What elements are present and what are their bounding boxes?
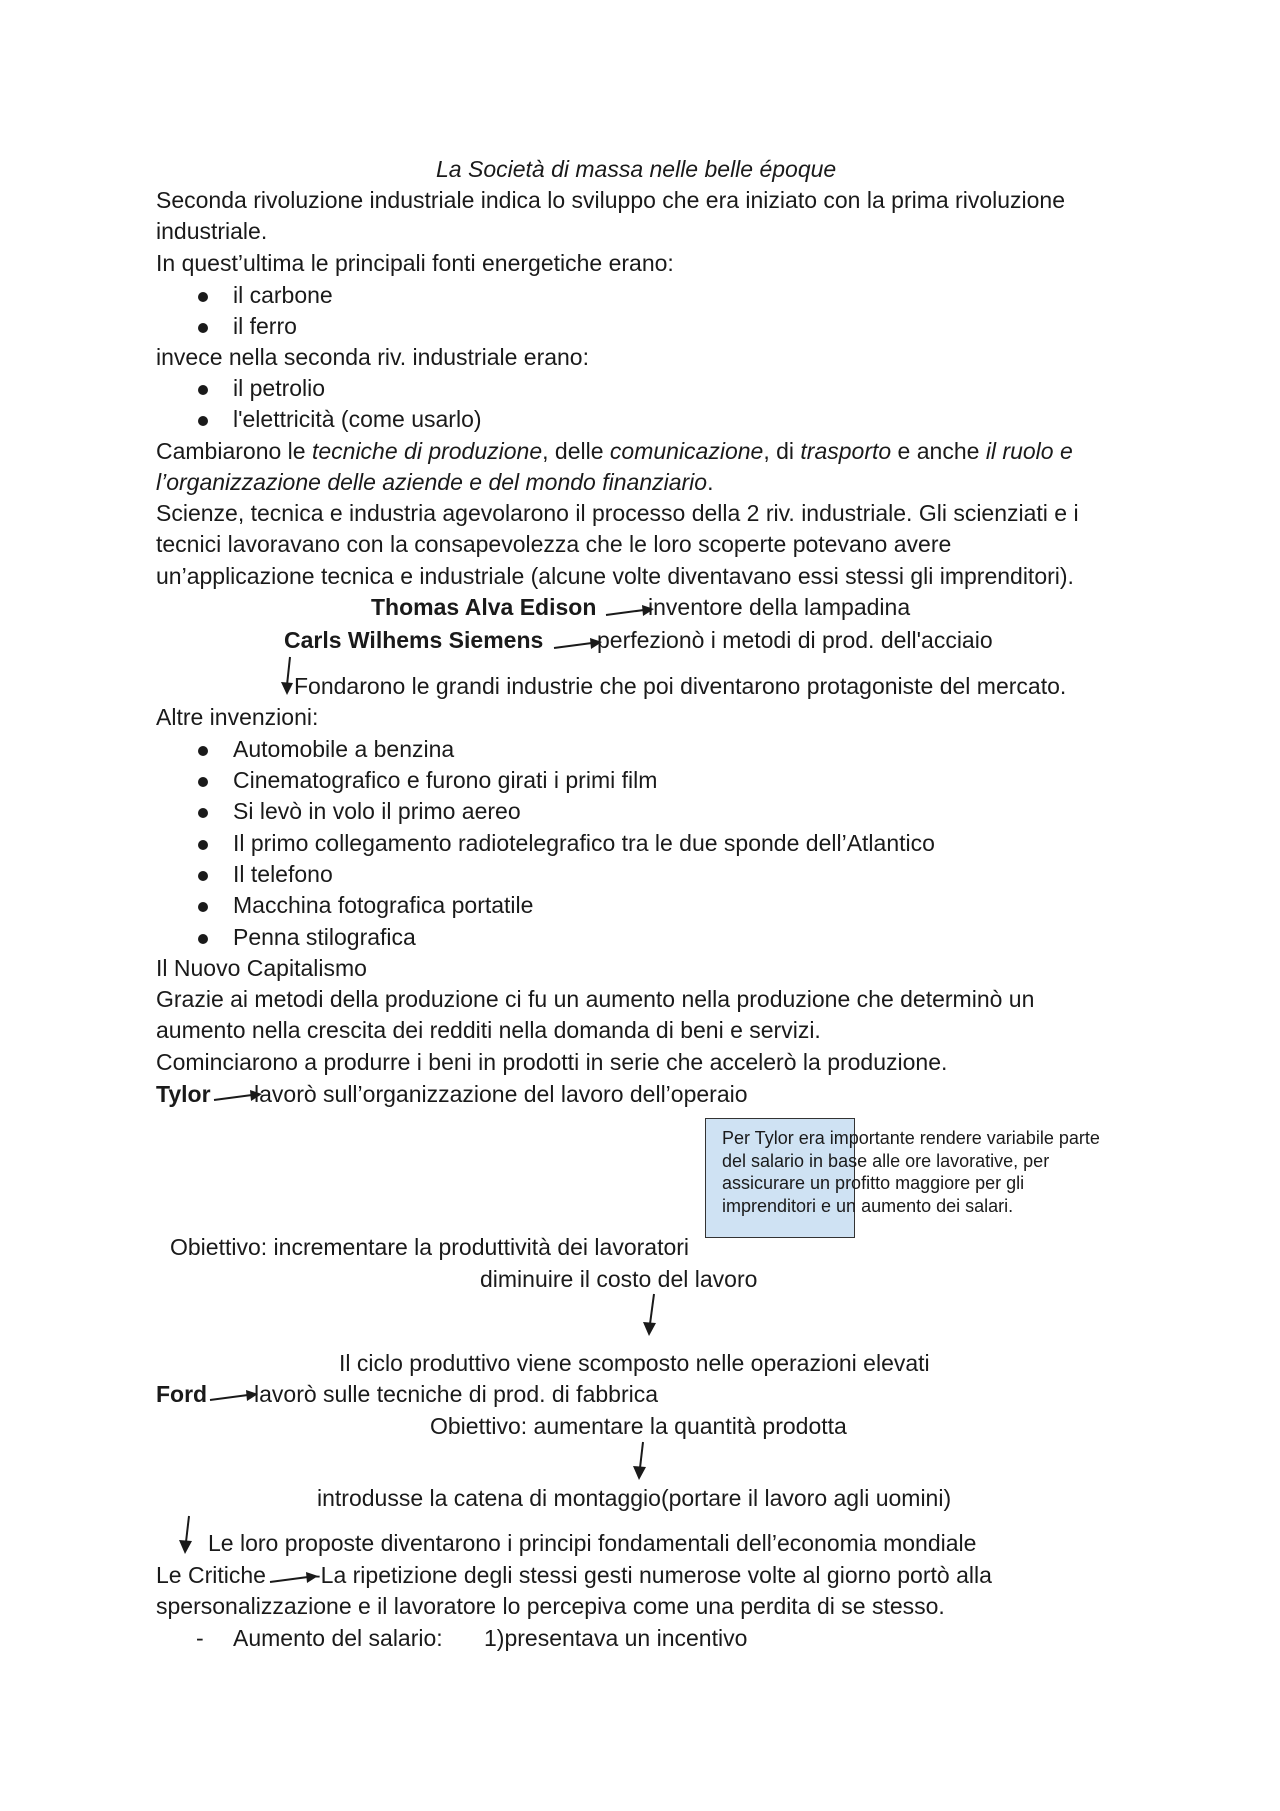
critiche-label: Le Critiche	[156, 1562, 266, 1588]
bullet	[198, 416, 208, 426]
page-title: La Società di massa nelle belle époque	[436, 156, 837, 182]
capitalism-line: Cominciarono a produrre i beni in prodotti in serie che accelerò la produzione.	[156, 1049, 948, 1075]
ford-result: introdusse la catena di montaggio(portare il lavoro agli uomini)	[317, 1485, 952, 1511]
bullet	[198, 934, 208, 944]
bullet	[198, 808, 208, 818]
tylor-result: Il ciclo produttivo viene scomposto nelle operazioni elevati	[339, 1350, 930, 1376]
bullet	[198, 840, 208, 850]
inventor-desc: inventore della lampadina	[648, 594, 911, 620]
capitalism-title: Il Nuovo Capitalismo	[156, 955, 367, 981]
inventor-name: Thomas Alva Edison	[371, 594, 597, 620]
principles-text: Le loro proposte diventarono i principi fondamentali dell’economia mondiale	[208, 1530, 977, 1556]
list-item: l'elettricità (come usarlo)	[233, 406, 482, 432]
list-item: Macchina fotografica portatile	[233, 892, 534, 918]
tylor-objective: Obiettivo: incrementare la produttività dei lavoratori	[170, 1234, 690, 1260]
ford-objective: Obiettivo: aumentare la quantità prodotta	[430, 1413, 847, 1439]
bullet	[198, 323, 208, 333]
list-item: Il primo collegamento radiotelegrafico tra le due sponde dell’Atlantico	[233, 830, 935, 856]
list-item: Penna stilografica	[233, 924, 416, 950]
list-item: il carbone	[233, 282, 333, 308]
list-item: Si levò in volo il primo aereo	[233, 798, 521, 824]
changes-line-2: l’organizzazione delle aziende e del mondo finanziario.	[156, 469, 714, 495]
other-inventions-title: Altre invenzioni:	[156, 704, 319, 730]
intro-line-3: In quest’ultima le principali fonti energetiche erano:	[156, 250, 674, 276]
list-item: il ferro	[233, 313, 297, 339]
critiche-line-1: -La ripetizione degli stessi gesti numerose volte al giorno portò alla	[313, 1562, 992, 1588]
arrow-down-icon	[176, 1514, 198, 1556]
tylor-note: Per Tylor era importante rendere variabile parte del salario in base alle ore lavorative, per assicurare un profitto maggiore per gli imprenditori e un aumento dei salari.	[722, 1128, 1100, 1216]
capitalism-line: Grazie ai metodi della produzione ci fu un aumento nella produzione che determinò un	[156, 986, 1035, 1012]
bullet	[198, 746, 208, 756]
capitalism-line: aumento nella crescita dei redditi nella domanda di beni e servizi.	[156, 1017, 821, 1043]
ford-name: Ford	[156, 1381, 208, 1407]
tylor-desc: lavorò sull’organizzazione del lavoro dell’operaio	[254, 1081, 748, 1107]
list-item: Il telefono	[233, 861, 333, 887]
arrow-right-icon	[208, 1388, 260, 1406]
inventor-name: Carls Wilhems Siemens	[284, 627, 544, 653]
bullet	[198, 292, 208, 302]
arrow-down-icon	[630, 1440, 652, 1482]
tylor-name: Tylor	[156, 1081, 211, 1107]
intro-line-2: industriale.	[156, 218, 268, 244]
bullet	[198, 385, 208, 395]
critiche-line-2: spersonalizzazione e il lavoratore lo percepiva come una perdita di se stesso.	[156, 1593, 945, 1619]
tylor-objective-2: diminuire il costo del lavoro	[480, 1266, 758, 1292]
second-intro: invece nella seconda riv. industriale erano:	[156, 344, 589, 370]
bullet	[198, 902, 208, 912]
ford-desc: lavorò sulle tecniche di prod. di fabbrica	[254, 1381, 659, 1407]
bullet	[198, 777, 208, 787]
dash-marker: -	[196, 1625, 204, 1651]
bullet	[198, 871, 208, 881]
founded-text: Fondarono le grandi industrie che poi diventarono protagoniste del mercato.	[294, 673, 1067, 699]
science-line-2: tecnici lavoravano con la consapevolezza che le loro scoperte potevano avere	[156, 531, 952, 557]
list-item: Automobile a benzina	[233, 736, 455, 762]
inventor-desc: perfezionò i metodi di prod. dell'acciaio	[597, 627, 993, 653]
arrow-down-icon	[640, 1292, 662, 1338]
list-item: Cinematografico e furono girati i primi film	[233, 767, 658, 793]
salary-item: 1)presentava un incentivo	[484, 1625, 748, 1651]
intro-line-1: Seconda rivoluzione industriale indica lo sviluppo che era iniziato con la prima rivoluzione	[156, 187, 1066, 213]
list-item: il petrolio	[233, 375, 326, 401]
science-line-1: Scienze, tecnica e industria agevolarono il processo della 2 riv. industriale. Gli scienziati e i	[156, 500, 1079, 526]
changes-line-1: Cambiarono le tecniche di produzione, delle comunicazione, di trasporto e anche il ruolo e	[156, 438, 1073, 464]
science-line-3: un’applicazione tecnica e industriale (alcune volte diventavano essi stessi gli imprenditori).	[156, 563, 1074, 589]
salary-label: Aumento del salario:	[233, 1625, 443, 1651]
